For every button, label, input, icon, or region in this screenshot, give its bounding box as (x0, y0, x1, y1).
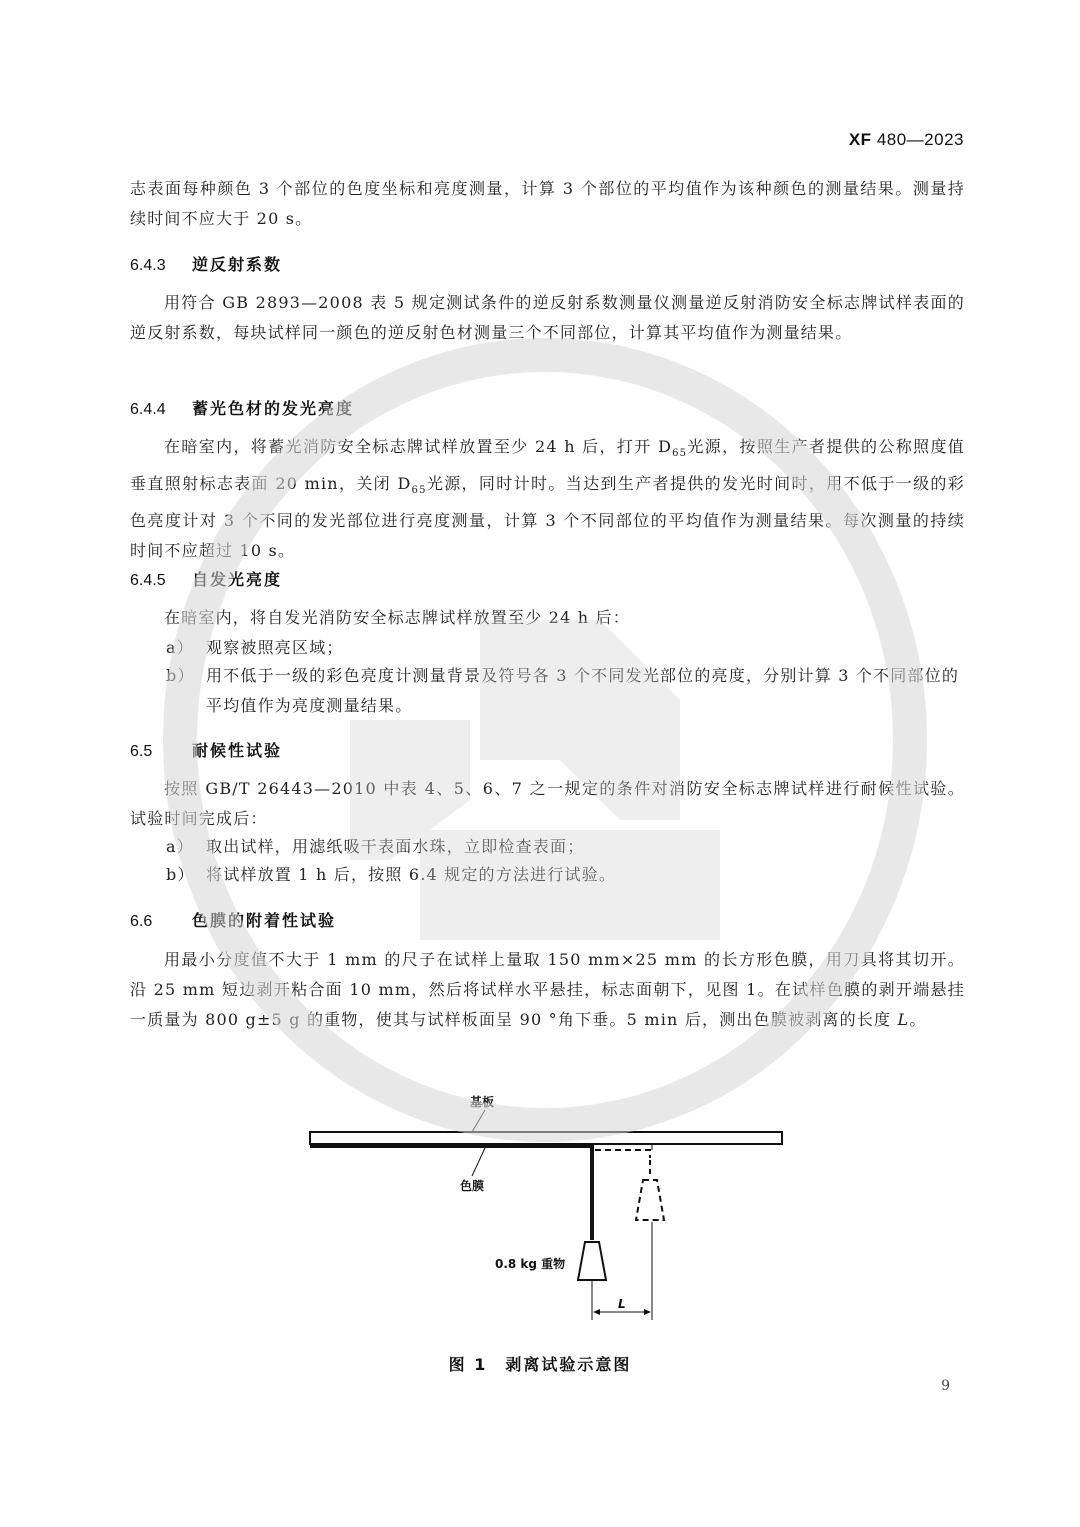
section-heading-6-4-4 (130, 396, 354, 419)
list-item-text: 将试样放置 1 h 后，按照 6.4 规定的方法进行试验。 (206, 865, 617, 884)
subscript: 65 (411, 485, 427, 497)
paragraph-text: 光源，同时计时。当达到生产者提供的发光时间时，用不低于一级的彩色亮度计对 3 个不同的发光部位进行亮度测量，计算 3 个不同部位的平均值作为测量结果。每次测量的持续时间不应超过 10 s。 (130, 474, 965, 561)
section-number: 6.6 (130, 913, 153, 930)
section-paragraph-6-4-5: 在暗室内，将自发光消防安全标志牌试样放置至少 24 h 后： (164, 608, 630, 627)
list-item-text: 用不低于一级的彩色亮度计测量背景及符号各 3 个不同发光部位的亮度，分别计算 3 个不同部位的平均值作为亮度测量结果。 (206, 666, 960, 715)
film-leader (472, 1148, 485, 1176)
section-paragraph-6-4-3: 用符合 GB 2893—2008 表 5 规定测试条件的逆反射系数测量仪测量逆反射消防安全标志牌试样表面的逆反射系数，每块试样同一颜色的逆反射色材测量三个不同部位，计算其平均值作为测量结果。 (130, 293, 965, 342)
substrate-leader (472, 1110, 485, 1132)
section-title: 逆反射系数 (192, 255, 283, 274)
list-item (166, 661, 966, 721)
standard-code-number: 480—2023 (876, 130, 964, 149)
list-item-label: a） (166, 638, 194, 657)
weight-label: 0.8 kg 重物 (495, 1257, 566, 1271)
paragraph-text: 光源，按照生产者提供的公称照度值垂直照射标志表面 20 min，关闭 D (130, 437, 966, 494)
section-title: 色膜的附着性试验 (192, 911, 337, 930)
substrate-label: 基板 (470, 1095, 495, 1109)
dashed-weight (636, 1180, 664, 1220)
section-number: 6.4.3 (130, 257, 166, 274)
standard-code-prefix: XF (848, 130, 872, 149)
substrate-plate (310, 1132, 782, 1144)
intro-paragraph: 志表面每种颜色 3 个部位的色度坐标和亮度测量，计算 3 个部位的平均值作为该种颜色的测量结果。测量持续时间不应大于 20 s。 (130, 179, 965, 228)
paragraph-text: 在暗室内，将蓄光消防安全标志牌试样放置至少 24 h 后，打开 D (164, 437, 673, 456)
weight-0-8kg (578, 1242, 606, 1280)
list-item (166, 633, 966, 663)
paragraph-text: 用最小分度值不大于 1 mm 的尺子在试样上量取 150 mm×25 mm 的长方形色膜，用刀具将其切开。沿 25 mm 短边剥开粘合面 10 mm，然后将试样水平悬挂，标志面朝下，见图 1。在试样色膜的剥开端悬挂一质量为 800 g±5 g 的重物，使其与试样板面呈 90 °角下垂。5 min 后，测出色膜被剥离的长度 (130, 950, 965, 1029)
section-heading-6-6 (130, 908, 336, 931)
list-item-text: 取出试样，用滤纸吸干表面水珠，立即检查表面； (206, 837, 585, 856)
page-number: 9 (941, 1378, 950, 1394)
section-paragraph-6-5: 按照 GB/T 26443—2010 中表 4、5、6、7 之一规定的条件对消防安全标志牌试样进行耐候性试验。试验时间完成后： (130, 779, 965, 828)
paragraph-text: 。 (909, 1010, 927, 1029)
section-paragraph-6-4-4 (130, 432, 965, 566)
subscript: 65 (672, 448, 688, 460)
section-heading-6-5 (130, 738, 282, 761)
section-heading-6-4-3 (130, 252, 282, 275)
list-item-label: b） (166, 865, 195, 884)
variable-l: L (897, 1010, 910, 1029)
section-heading-6-4-5 (130, 567, 282, 590)
section-title: 蓄光色材的发光亮度 (192, 399, 355, 418)
standard-code (849, 130, 964, 150)
list-item-label: b） (166, 666, 195, 685)
figure-caption: 图 1 剥离试验示意图 (448, 1355, 632, 1374)
section-paragraph-6-6 (130, 945, 965, 1035)
section-number: 6.4.4 (130, 401, 166, 418)
list-item-label: a） (166, 837, 194, 856)
peel-test-diagram (300, 1080, 800, 1330)
list-item-text: 观察被照亮区域； (206, 638, 344, 657)
film-label: 色膜 (460, 1179, 485, 1193)
list-item (166, 860, 966, 890)
length-label: L (618, 1297, 626, 1311)
dimension-arrow-left (593, 1309, 600, 1315)
section-title: 自发光亮度 (192, 570, 283, 589)
list-item (166, 832, 966, 862)
dimension-arrow-right (644, 1309, 651, 1315)
section-number: 6.5 (130, 743, 153, 760)
section-title: 耐候性试验 (192, 741, 283, 760)
section-number: 6.4.5 (130, 572, 166, 589)
dashed-peel-path (595, 1150, 650, 1158)
